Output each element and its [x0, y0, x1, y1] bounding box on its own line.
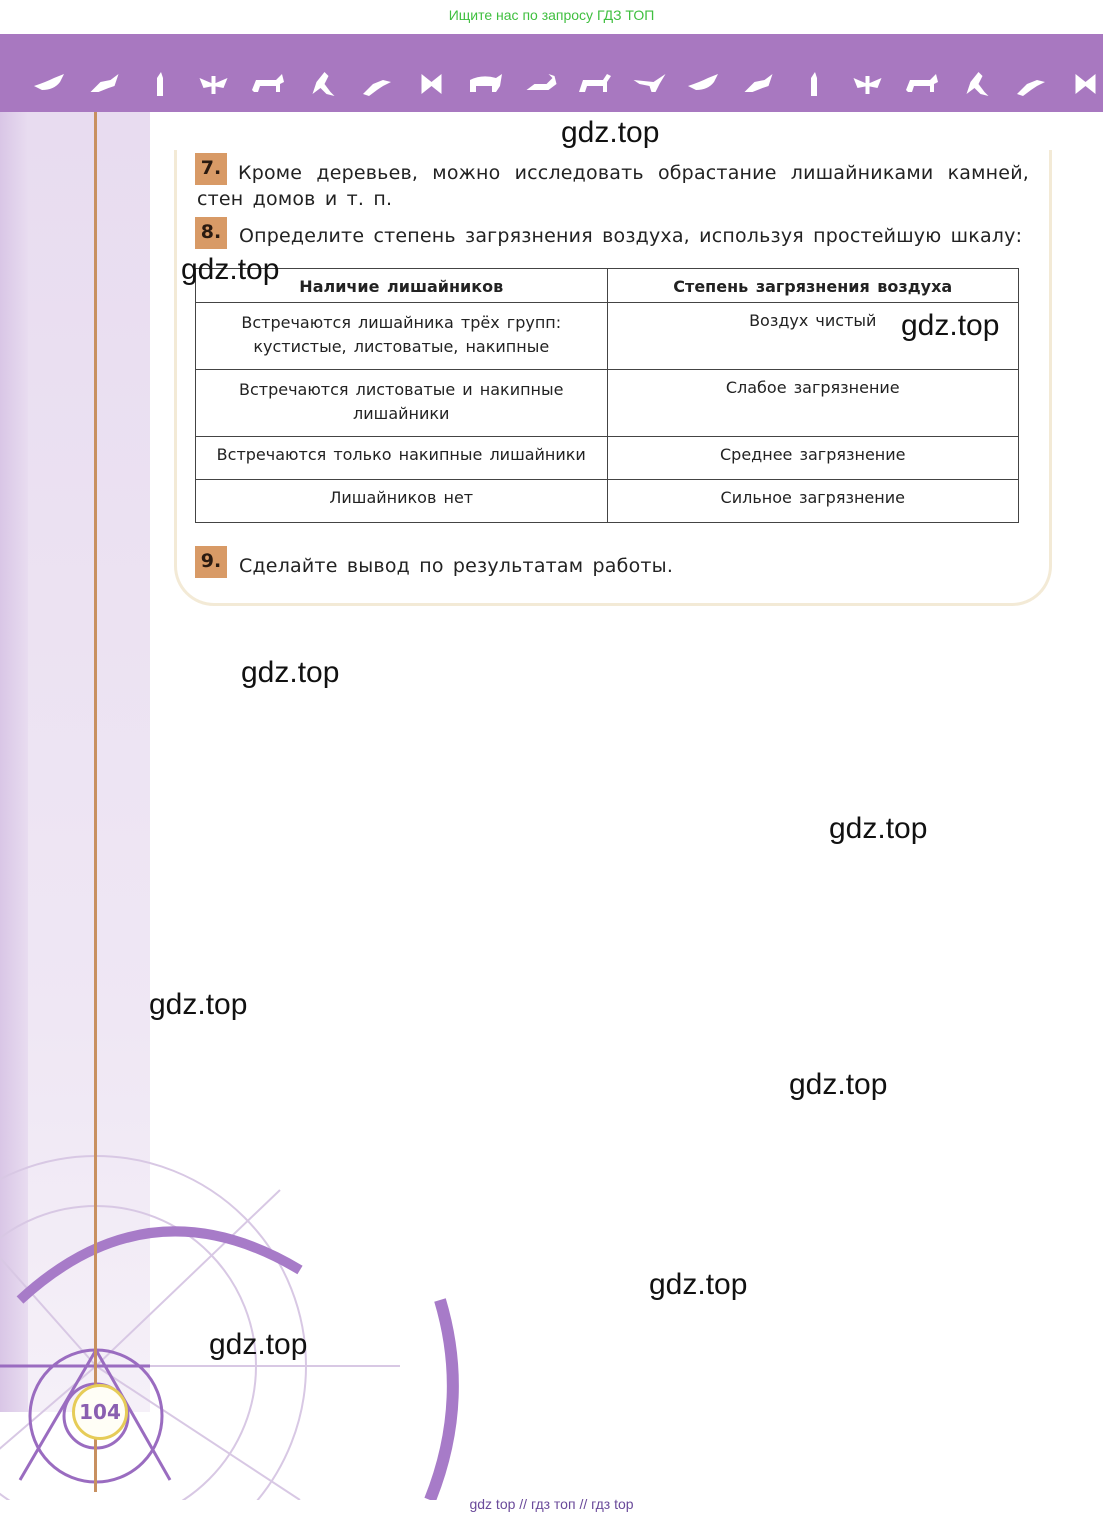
table-row — [196, 303, 1019, 370]
table-row — [196, 480, 1019, 523]
footer-separator: // — [519, 1496, 528, 1512]
scorpion-icon-shape — [527, 74, 557, 90]
lizard-icon — [745, 74, 773, 92]
bird-icon-shape — [688, 74, 718, 90]
kangaroo-icon-shape — [967, 72, 989, 96]
watermark: gdz.top — [241, 656, 340, 689]
table-cell: Встречаются лишайника трёх групп: кустистые, листоватые, накипные — [196, 303, 608, 370]
table-row — [196, 437, 1019, 480]
insect-icon-shape — [200, 76, 228, 94]
scorpion-icon — [527, 74, 557, 90]
dinosaur-icon-shape — [634, 74, 666, 92]
task-9-number: 9. — [195, 546, 227, 578]
footer-link[interactable]: гдз топ — [530, 1496, 576, 1512]
task-7-text: Кроме деревьев, можно исследовать обрастание лишайниками камней, стен домов и т. п. — [197, 162, 1029, 210]
lizard-icon-shape — [745, 74, 773, 92]
horse-icon — [579, 74, 611, 92]
task-9-text: Сделайте вывод по результатам работы. — [239, 555, 674, 577]
compass-decoration — [0, 1150, 480, 1500]
heron-icon-shape — [1017, 80, 1045, 96]
table-row — [196, 370, 1019, 437]
meerkat-icon-shape — [811, 72, 817, 96]
watermark: gdz.top — [901, 309, 1000, 342]
footer-link[interactable]: gdz top — [469, 1496, 516, 1512]
watermark: gdz.top — [149, 988, 248, 1021]
kangaroo-icon — [313, 72, 335, 96]
meerkat-icon — [811, 72, 817, 96]
table-cell: Воздух чистый — [607, 303, 1019, 370]
table-header-row — [196, 269, 1019, 303]
cat-icon-shape — [906, 74, 938, 92]
heron-icon — [363, 80, 391, 96]
task-8-text: Определите степень загрязнения воздуха, используя простейшую шкалу: — [239, 225, 1023, 247]
header-pollution-degree: Степень загрязнения воздуха — [607, 269, 1019, 303]
header-lichen-presence: Наличие лишайников — [196, 269, 608, 303]
watermark: gdz.top — [561, 116, 660, 149]
butterfly-icon-shape — [1076, 74, 1096, 94]
meerkat-icon-shape — [157, 72, 163, 96]
pollution-scale-table — [195, 268, 1019, 523]
heron-icon-shape — [363, 80, 391, 96]
table-cell: Сильное загрязнение — [607, 480, 1019, 523]
rhino-icon-shape — [470, 74, 502, 92]
watermark: gdz.top — [649, 1268, 748, 1301]
bird-icon — [688, 74, 718, 90]
table-cell: Встречаются листоватые и накипные лишайники — [196, 370, 608, 437]
watermark: gdz.top — [209, 1328, 308, 1361]
cat-icon — [252, 74, 284, 92]
bird-icon-shape — [34, 74, 64, 90]
animal-banner — [0, 34, 1103, 112]
watermark: gdz.top — [181, 253, 280, 286]
watermark: gdz.top — [829, 812, 928, 845]
butterfly-icon-shape — [422, 74, 442, 94]
meerkat-icon — [157, 72, 163, 96]
table-cell: Встречаются только накипные лишайники — [196, 437, 608, 480]
dinosaur-icon — [634, 74, 666, 92]
bird-icon — [34, 74, 64, 90]
insect-icon — [854, 76, 882, 94]
insect-icon — [200, 76, 228, 94]
top-search-note: Ищите нас по запросу ГДЗ ТОП — [448, 7, 655, 23]
banner-icons — [0, 34, 1103, 112]
butterfly-icon — [1076, 74, 1096, 94]
kangaroo-icon-shape — [313, 72, 335, 96]
table-cell: Среднее загрязнение — [607, 437, 1019, 480]
heron-icon — [1017, 80, 1045, 96]
rhino-icon — [470, 74, 502, 92]
watermark: gdz.top — [789, 1068, 888, 1101]
lizard-icon-shape — [91, 74, 119, 92]
insect-icon-shape — [854, 76, 882, 94]
butterfly-icon — [422, 74, 442, 94]
footer-link[interactable]: гдз top — [591, 1496, 634, 1512]
horse-icon-shape — [579, 74, 611, 92]
page-number: 104 — [72, 1384, 128, 1440]
footer-separator: // — [579, 1496, 588, 1512]
footer-links — [0, 1496, 1103, 1512]
task-7-number: 7. — [195, 153, 227, 185]
vertical-accent-line — [94, 112, 97, 1492]
table-cell: Слабое загрязнение — [607, 370, 1019, 437]
cat-icon-shape — [252, 74, 284, 92]
cat-icon — [906, 74, 938, 92]
task-8-number: 8. — [195, 217, 227, 249]
lizard-icon — [91, 74, 119, 92]
kangaroo-icon — [967, 72, 989, 96]
table-cell: Лишайников нет — [196, 480, 608, 523]
